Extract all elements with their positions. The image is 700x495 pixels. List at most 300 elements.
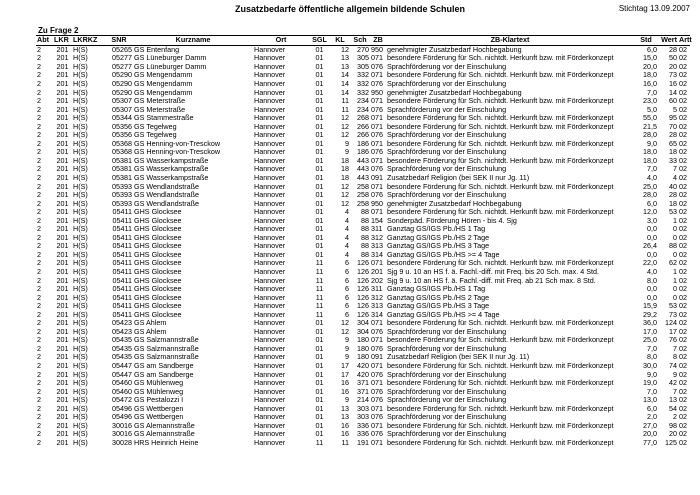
cell-kurzname: GHS Glocksee: [134, 215, 182, 225]
cell-lkr: 201: [56, 284, 69, 294]
cell-artt: 02: [679, 147, 687, 157]
cell-zb: 071: [371, 403, 383, 413]
cell-ort: Hannover: [254, 403, 286, 413]
cell-snr: 05411: [112, 207, 132, 217]
cell-zb: 076: [371, 78, 383, 88]
report-date: Stichtag 13.09.2007: [618, 4, 690, 13]
cell-ort: Hannover: [254, 181, 286, 191]
cell-kurzname: GHS Glocksee: [134, 301, 182, 311]
cell-lkr: 201: [56, 207, 69, 217]
cell-wert: 4: [673, 173, 677, 182]
cell-abt: 2: [37, 241, 41, 251]
cell-ort: Hannover: [254, 87, 286, 97]
cell-sch: 258: [357, 190, 369, 200]
cell-lkr: 201: [56, 224, 69, 234]
cell-kl: 12: [341, 44, 349, 54]
cell-sgl: 01: [315, 241, 324, 251]
cell-std: 6,0: [647, 198, 657, 208]
cell-kurzname: GS Wettbergen: [134, 412, 184, 422]
cell-std: 8,0: [647, 352, 657, 362]
cell-ort: Hannover: [254, 164, 286, 174]
cell-kurzname: GHS Glocksee: [134, 241, 182, 251]
cell-zb: 076: [371, 343, 383, 353]
cell-wert: 28: [669, 130, 677, 140]
cell-wert: 76: [669, 335, 677, 345]
cell-kl: 12: [341, 318, 349, 328]
cell-std: 28,0: [643, 130, 657, 140]
cell-zb: 091: [371, 352, 383, 362]
cell-ort: Hannover: [254, 318, 286, 328]
cell-snr: 05411: [112, 224, 132, 234]
cell-snr: 05277: [112, 61, 132, 71]
cell-kurzname: GS Salzmannstraße: [134, 343, 199, 353]
cell-zb-klartext: genehmigter Zusatzbedarf Hochbegabung: [387, 44, 522, 54]
cell-wert: 88: [669, 241, 677, 251]
cell-lkr: 201: [56, 412, 69, 422]
cell-kurzname: GS Alemannstraße: [134, 429, 195, 439]
cell-ort: Hannover: [254, 309, 286, 319]
cell-zb-klartext: Ganztag GS/IGS Pb./HS >= 4 Tage: [387, 309, 500, 319]
cell-ort: Hannover: [254, 369, 286, 379]
cell-abt: 2: [37, 275, 41, 285]
cell-kl: 6: [345, 284, 349, 294]
col-header-artt: Artt: [679, 35, 692, 44]
cell-zb: 076: [371, 61, 383, 71]
cell-lkr: 201: [56, 420, 69, 430]
cell-artt: 02: [679, 164, 687, 174]
cell-lkr: 201: [56, 258, 69, 268]
cell-abt: 2: [37, 113, 41, 123]
cell-snr: 05496: [112, 412, 132, 422]
cell-artt: 02: [679, 53, 687, 63]
cell-lkrkz: H(S): [73, 70, 88, 80]
cell-artt: 02: [679, 241, 687, 251]
cell-abt: 2: [37, 78, 41, 88]
cell-sch: 304: [357, 318, 369, 328]
cell-abt: 2: [37, 412, 41, 422]
cell-kurzname: GS Wasserkampstraße: [134, 173, 209, 182]
cell-artt: 02: [679, 249, 687, 259]
cell-abt: 2: [37, 155, 41, 165]
cell-lkrkz: H(S): [73, 44, 88, 54]
cell-snr: 05447: [112, 361, 132, 371]
cell-zb-klartext: Ganztag GS/IGS Pb./HS 2 Tage: [387, 232, 490, 242]
cell-artt: 02: [679, 44, 687, 54]
cell-artt: 02: [679, 429, 687, 439]
cell-abt: 2: [37, 53, 41, 63]
cell-artt: 02: [679, 78, 687, 88]
cell-lkr: 201: [56, 181, 69, 191]
cell-zb: 091: [371, 173, 383, 182]
cell-wert: 0: [673, 249, 677, 259]
cell-kl: 12: [341, 130, 349, 140]
cell-artt: 02: [679, 198, 687, 208]
cell-std: 9,0: [647, 138, 657, 148]
cell-zb-klartext: Sprachförderung vor der Einschulung: [387, 429, 507, 439]
cell-sgl: 11: [315, 267, 324, 277]
cell-abt: 2: [37, 87, 41, 97]
cell-std: 0,0: [647, 284, 657, 294]
cell-sch: 371: [357, 378, 369, 388]
cell-lkrkz: H(S): [73, 173, 88, 182]
cell-wert: 0: [673, 292, 677, 302]
cell-abt: 2: [37, 292, 41, 302]
cell-ort: Hannover: [254, 275, 286, 285]
cell-kurzname: GS Wendlandstraße: [134, 198, 199, 208]
cell-zb: 950: [371, 87, 383, 97]
cell-std: 28,0: [643, 190, 657, 200]
cell-abt: 2: [37, 326, 41, 336]
cell-wert: 60: [669, 96, 677, 106]
cell-std: 29,2: [643, 309, 657, 319]
table-body: [36, 45, 690, 447]
cell-abt: 2: [37, 61, 41, 71]
cell-zb-klartext: besondere Förderung für Sch. nichtdt. Herkunft bzw. mit Förderkonzept: [387, 181, 614, 191]
cell-sch: 303: [357, 403, 369, 413]
cell-lkr: 201: [56, 155, 69, 165]
cell-kurzname: GS Pestalozzi I: [134, 395, 184, 405]
col-header-zb-klartext: ZB-Klartext: [386, 36, 634, 46]
cell-std: 18,0: [643, 70, 657, 80]
cell-std: 18,0: [643, 147, 657, 157]
cell-std: 7,0: [647, 164, 657, 174]
cell-lkr: 201: [56, 292, 69, 302]
cell-artt: 02: [679, 215, 687, 225]
cell-snr: 05411: [112, 309, 132, 319]
cell-lkr: 201: [56, 403, 69, 413]
cell-snr: 05368: [112, 147, 132, 157]
cell-artt: 02: [679, 104, 687, 114]
cell-kl: 11: [341, 96, 349, 106]
cell-sch: 266: [357, 121, 369, 131]
cell-ort: Hannover: [254, 53, 286, 63]
cell-wert: 53: [669, 301, 677, 311]
cell-artt: 02: [679, 190, 687, 200]
cell-ort: Hannover: [254, 61, 286, 71]
cell-abt: 2: [37, 267, 41, 277]
cell-wert: 98: [669, 420, 677, 430]
cell-sch: 268: [357, 113, 369, 123]
cell-ort: Hannover: [254, 361, 286, 371]
cell-sch: 443: [357, 164, 369, 174]
cell-zb-klartext: Ganztag GS/IGS Pb./HS 2 Tage: [387, 292, 490, 302]
cell-sgl: 01: [315, 352, 324, 362]
cell-snr: 05277: [112, 53, 132, 63]
cell-lkr: 201: [56, 173, 69, 182]
cell-kl: 9: [345, 343, 349, 353]
col-header-wert: Wert: [658, 36, 678, 46]
cell-sch: 420: [357, 361, 369, 371]
col-header-sgl: SGL: [309, 36, 330, 46]
cell-kl: 13: [341, 53, 349, 63]
cell-kurzname: GS Ahlem: [134, 326, 167, 336]
cell-lkrkz: H(S): [73, 181, 88, 191]
cell-std: 25,0: [643, 335, 657, 345]
cell-lkrkz: H(S): [73, 335, 88, 345]
cell-zb: 076: [371, 326, 383, 336]
cell-kurzname: GS Henning-von-Tresckow: [134, 147, 221, 157]
cell-lkr: 201: [56, 96, 69, 106]
cell-snr: 05496: [112, 403, 132, 413]
col-header-lkrkz: LKRKZ: [72, 36, 105, 46]
cell-abt: 2: [37, 335, 41, 345]
cell-sch: 234: [357, 96, 369, 106]
cell-sgl: 01: [315, 113, 324, 123]
cell-artt: 02: [679, 70, 687, 80]
cell-artt: 02: [679, 326, 687, 336]
cell-artt: 02: [679, 224, 687, 234]
cell-sgl: 01: [315, 395, 324, 405]
cell-lkrkz: H(S): [73, 412, 88, 422]
cell-ort: Hannover: [254, 420, 286, 430]
cell-artt: 02: [679, 292, 687, 302]
cell-kl: 12: [341, 190, 349, 200]
cell-zb: 076: [371, 130, 383, 140]
cell-std: 27,0: [643, 420, 657, 430]
cell-snr: 05447: [112, 369, 132, 379]
cell-kurzname: GHS Glocksee: [134, 232, 182, 242]
cell-zb-klartext: genehmigter Zusatzbedarf Hochbegabung: [387, 198, 522, 208]
cell-zb: 313: [371, 301, 383, 311]
cell-wert: 50: [669, 53, 677, 63]
cell-snr: 05381: [112, 164, 132, 174]
cell-artt: 02: [679, 395, 687, 405]
cell-ort: Hannover: [254, 386, 286, 396]
cell-sch: 126: [357, 301, 369, 311]
cell-ort: Hannover: [254, 343, 286, 353]
cell-lkrkz: H(S): [73, 249, 88, 259]
cell-kurzname: GHS Glocksee: [134, 284, 182, 294]
cell-sch: 180: [357, 343, 369, 353]
cell-ort: Hannover: [254, 155, 286, 165]
cell-std: 20,0: [643, 429, 657, 439]
cell-ort: Hannover: [254, 378, 286, 388]
cell-abt: 2: [37, 147, 41, 157]
cell-zb: 312: [371, 292, 383, 302]
cell-snr: 05356: [112, 121, 132, 131]
cell-artt: 02: [679, 343, 687, 353]
cell-zb: 071: [371, 53, 383, 63]
cell-kurzname: GS Lüneburger Damm: [134, 61, 207, 71]
cell-zb: 201: [371, 267, 383, 277]
cell-snr: 05411: [112, 232, 132, 242]
cell-kl: 16: [341, 386, 349, 396]
cell-lkrkz: H(S): [73, 361, 88, 371]
cell-std: 20,0: [643, 61, 657, 71]
cell-ort: Hannover: [254, 121, 286, 131]
cell-lkrkz: H(S): [73, 78, 88, 88]
cell-snr: 30016: [112, 429, 132, 439]
cell-ort: Hannover: [254, 241, 286, 251]
cell-ort: Hannover: [254, 429, 286, 439]
cell-ort: Hannover: [254, 215, 286, 225]
cell-lkr: 201: [56, 301, 69, 311]
cell-abt: 2: [37, 70, 41, 80]
cell-zb-klartext: besondere Förderung für Sch. nichtdt. Herkunft bzw. mit Förderkonzept: [387, 318, 614, 328]
cell-abt: 2: [37, 215, 41, 225]
cell-artt: 02: [679, 207, 687, 217]
cell-artt: 02: [679, 403, 687, 413]
cell-lkr: 201: [56, 130, 69, 140]
cell-sgl: 01: [315, 147, 324, 157]
cell-sch: 88: [361, 232, 369, 242]
cell-snr: 05290: [112, 87, 132, 97]
cell-std: 8,0: [647, 275, 657, 285]
cell-ort: Hannover: [254, 138, 286, 148]
cell-zb: 071: [371, 378, 383, 388]
cell-std: 4,0: [647, 173, 657, 182]
cell-sch: 126: [357, 292, 369, 302]
cell-wert: 9: [673, 369, 677, 379]
cell-lkr: 201: [56, 249, 69, 259]
cell-kl: 17: [341, 361, 349, 371]
cell-artt: 02: [679, 232, 687, 242]
cell-ort: Hannover: [254, 267, 286, 277]
cell-lkr: 201: [56, 309, 69, 319]
col-header-ort: Ort: [253, 36, 309, 46]
cell-zb: 071: [371, 155, 383, 165]
cell-kl: 9: [345, 352, 349, 362]
cell-lkrkz: H(S): [73, 326, 88, 336]
cell-artt: 02: [679, 352, 687, 362]
cell-sgl: 01: [315, 70, 324, 80]
cell-snr: 05411: [112, 215, 132, 225]
cell-lkr: 201: [56, 378, 69, 388]
cell-zb-klartext: Ganztag GS/IGS Pb./HS 1 Tag: [387, 284, 486, 294]
cell-sch: 303: [357, 412, 369, 422]
cell-artt: 02: [679, 61, 687, 71]
cell-snr: 05411: [112, 284, 132, 294]
cell-wert: 0: [673, 224, 677, 234]
cell-snr: 05411: [112, 258, 132, 268]
cell-zb-klartext: Sprachförderung vor der Einschulung: [387, 190, 507, 200]
cell-kurzname: GS Mühlenweg: [134, 386, 184, 396]
cell-std: 7,0: [647, 343, 657, 353]
cell-snr: 05460: [112, 378, 132, 388]
cell-snr: 05356: [112, 130, 132, 140]
cell-artt: 02: [679, 284, 687, 294]
cell-lkr: 201: [56, 369, 69, 379]
cell-lkr: 201: [56, 78, 69, 88]
table-row: [36, 439, 690, 448]
cell-wert: 53: [669, 207, 677, 217]
cell-wert: 0: [673, 232, 677, 242]
cell-wert: 20: [669, 429, 677, 439]
cell-sgl: 01: [315, 130, 324, 140]
cell-zb: 076: [371, 386, 383, 396]
cell-kurzname: GS Tegelweg: [134, 121, 177, 131]
cell-ort: Hannover: [254, 284, 286, 294]
cell-kl: 16: [341, 420, 349, 430]
cell-std: 22,0: [643, 258, 657, 268]
cell-lkr: 201: [56, 275, 69, 285]
cell-sch: 180: [357, 352, 369, 362]
cell-wert: 7: [673, 164, 677, 174]
cell-wert: 1: [673, 215, 677, 225]
cell-lkr: 201: [56, 61, 69, 71]
cell-abt: 2: [37, 437, 41, 447]
cell-wert: 73: [669, 70, 677, 80]
cell-wert: 54: [669, 403, 677, 413]
cell-wert: 1: [673, 275, 677, 285]
cell-sch: 126: [357, 309, 369, 319]
cell-sch: 443: [357, 173, 369, 182]
cell-wert: 17: [669, 326, 677, 336]
cell-kurzname: GS am Sandberge: [134, 361, 194, 371]
cell-artt: 02: [679, 267, 687, 277]
cell-sch: 88: [361, 224, 369, 234]
cell-wert: 62: [669, 258, 677, 268]
cell-lkrkz: H(S): [73, 352, 88, 362]
cell-zb-klartext: besondere Förderung für Sch. nichtdt. Herkunft bzw. mit Förderkonzept: [387, 420, 614, 430]
cell-std: 23,0: [643, 96, 657, 106]
cell-wert: 7: [673, 386, 677, 396]
cell-sgl: 01: [315, 429, 324, 439]
cell-zb-klartext: Sprachförderung vor der Einschulung: [387, 412, 507, 422]
cell-kurzname: GS am Sandberge: [134, 369, 194, 379]
cell-wert: 5: [673, 104, 677, 114]
cell-abt: 2: [37, 284, 41, 294]
cell-zb-klartext: besondere Förderung für Sch. nichtdt. Herkunft bzw. mit Förderkonzept: [387, 53, 614, 63]
cell-kurzname: GS Mühlenweg: [134, 378, 184, 388]
cell-lkr: 201: [56, 70, 69, 80]
cell-ort: Hannover: [254, 147, 286, 157]
cell-kurzname: GS Lüneburger Damm: [134, 53, 207, 63]
cell-wert: 14: [669, 87, 677, 97]
cell-zb: 071: [371, 258, 383, 268]
cell-kurzname: GS Mengendamm: [134, 87, 193, 97]
cell-zb-klartext: Sprachförderung vor der Einschulung: [387, 147, 507, 157]
cell-lkr: 201: [56, 232, 69, 242]
cell-lkrkz: H(S): [73, 104, 88, 114]
cell-sch: 304: [357, 326, 369, 336]
cell-sch: 191: [357, 437, 369, 447]
cell-kl: 6: [345, 258, 349, 268]
cell-ort: Hannover: [254, 113, 286, 123]
cell-lkrkz: H(S): [73, 198, 88, 208]
col-header-std: Std: [634, 36, 658, 46]
cell-kl: 13: [341, 403, 349, 413]
cell-lkrkz: H(S): [73, 403, 88, 413]
col-header-abt: Abt: [36, 36, 53, 46]
cell-zb-klartext: Ganztag GS/IGS Pb./HS 3 Tage: [387, 301, 490, 311]
cell-lkrkz: H(S): [73, 318, 88, 328]
cell-artt: 02: [679, 309, 687, 319]
cell-abt: 2: [37, 309, 41, 319]
cell-sgl: 01: [315, 164, 324, 174]
cell-sgl: 01: [315, 378, 324, 388]
cell-zb-klartext: besondere Förderung für Sch. nichtdt. Herkunft bzw. mit Förderkonzept: [387, 403, 614, 413]
cell-snr: 30028: [112, 437, 132, 447]
cell-ort: Hannover: [254, 249, 286, 259]
cell-snr: 05411: [112, 241, 132, 251]
cell-std: 18,0: [643, 155, 657, 165]
cell-abt: 2: [37, 232, 41, 242]
cell-artt: 02: [679, 181, 687, 191]
cell-artt: 02: [679, 369, 687, 379]
cell-sch: 332: [357, 78, 369, 88]
cell-zb-klartext: Zusatzbedarf Religion (bei SEK II nur Jg. 11): [387, 173, 530, 182]
cell-artt: 02: [679, 275, 687, 285]
cell-sch: 126: [357, 258, 369, 268]
cell-artt: 02: [679, 96, 687, 106]
cell-lkrkz: H(S): [73, 190, 88, 200]
cell-abt: 2: [37, 386, 41, 396]
cell-ort: Hannover: [254, 207, 286, 217]
cell-zb-klartext: besondere Förderung für Sch. nichtdt. Herkunft bzw. mit Förderkonzept: [387, 335, 614, 345]
cell-snr: 05435: [112, 343, 132, 353]
cell-zb: 312: [371, 232, 383, 242]
